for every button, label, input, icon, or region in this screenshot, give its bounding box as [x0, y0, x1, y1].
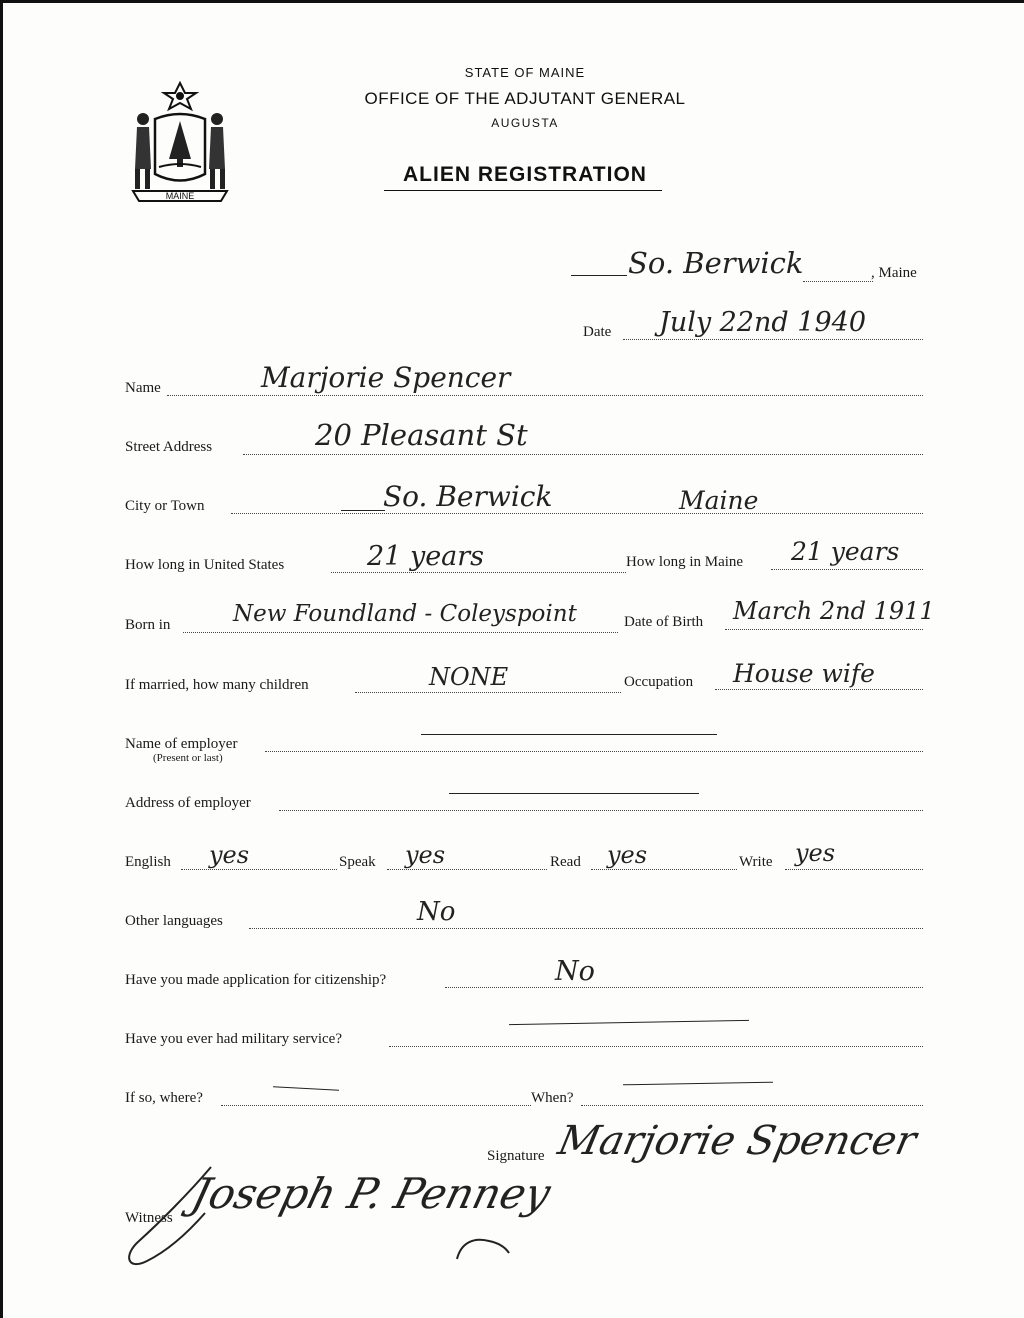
street-address-label: Street Address: [125, 439, 213, 455]
how-long-maine-label: How long in Maine: [626, 554, 744, 570]
street-address-entry[interactable]: 20 Pleasant St: [315, 418, 528, 452]
employer-name-stroke: [421, 734, 717, 735]
employer-name-label: Name of employer: [125, 736, 238, 752]
name-label: Name: [125, 380, 161, 396]
witness-tail-icon: [453, 1223, 513, 1263]
employer-name-dots: [265, 751, 923, 752]
form-title: ALIEN REGISTRATION: [403, 163, 647, 186]
citizenship-label: Have you made application for citizenship?: [125, 972, 387, 988]
title-underline: [384, 190, 662, 191]
when-label: When?: [531, 1090, 574, 1106]
name-dots: [167, 395, 923, 396]
signature-label: Signature: [487, 1148, 545, 1164]
occupation-dots: [715, 689, 923, 690]
how-long-maine-dots: [771, 569, 923, 570]
employer-address-stroke: [449, 793, 699, 794]
town-leading-stroke: [571, 275, 627, 276]
date-of-birth-label: Date of Birth: [624, 614, 704, 630]
born-in-dots: [183, 632, 618, 633]
when-dots: [581, 1105, 923, 1106]
employer-name-note: (Present or last): [153, 752, 223, 764]
other-languages-entry[interactable]: No: [417, 897, 456, 927]
date-of-birth-entry[interactable]: March 2nd 1911: [733, 597, 935, 625]
write-label: Write: [739, 854, 773, 870]
born-in-label: Born in: [125, 617, 171, 633]
where-label: If so, where?: [125, 1090, 203, 1106]
other-languages-dots: [249, 928, 923, 929]
how-long-us-entry[interactable]: 21 years: [367, 541, 485, 572]
header-office: OFFICE OF THE ADJUTANT GENERAL: [364, 89, 686, 108]
employer-address-dots: [279, 810, 923, 811]
occupation-label: Occupation: [624, 674, 694, 690]
military-label: Have you ever had military service?: [125, 1031, 342, 1047]
how-long-us-dots: [331, 572, 626, 573]
town-dots: [803, 281, 873, 282]
city-label: City or Town: [125, 498, 205, 514]
other-languages-label: Other languages: [125, 913, 223, 929]
born-in-entry[interactable]: New Foundland - Coleyspoint: [233, 601, 577, 627]
how-long-maine-entry[interactable]: 21 years: [791, 537, 900, 566]
city-dots: [231, 513, 923, 514]
english-entry[interactable]: yes: [209, 841, 250, 869]
witness-label: Witness: [125, 1210, 173, 1226]
name-entry[interactable]: Marjorie Spencer: [261, 361, 511, 394]
date-label: Date: [583, 324, 612, 340]
applicant-signature[interactable]: Marjorie Spencer: [554, 1118, 921, 1164]
write-entry[interactable]: yes: [795, 839, 836, 867]
seal-banner: MAINE: [165, 191, 195, 201]
occupation-entry[interactable]: House wife: [733, 659, 875, 688]
street-address-dots: [243, 454, 923, 455]
employer-address-label: Address of employer: [125, 795, 251, 811]
read-label: Read: [550, 854, 581, 870]
city-leading-stroke: [341, 510, 385, 511]
married-children-label: If married, how many children: [125, 677, 309, 693]
maine-label: , Maine: [871, 265, 917, 281]
witness-signature[interactable]: Joseph P. Penney: [187, 1169, 556, 1218]
city-entry[interactable]: So. Berwick: [383, 480, 553, 513]
write-dots: [785, 869, 923, 870]
header-state: STATE OF MAINE: [464, 65, 586, 80]
speak-label: Speak: [339, 854, 376, 870]
where-dots: [221, 1105, 531, 1106]
english-label: English: [125, 854, 171, 870]
read-entry[interactable]: yes: [607, 841, 648, 869]
english-dots: [181, 869, 337, 870]
military-dots: [389, 1046, 923, 1047]
married-children-dots: [355, 692, 621, 693]
city-state-entry[interactable]: Maine: [679, 486, 759, 515]
where-stroke: [273, 1086, 339, 1090]
military-stroke: [509, 1020, 749, 1025]
date-entry[interactable]: July 22nd 1940: [659, 307, 867, 338]
header-city: AUGUSTA: [491, 116, 559, 130]
date-of-birth-dots: [725, 629, 923, 630]
citizenship-entry[interactable]: No: [555, 956, 595, 987]
speak-entry[interactable]: yes: [405, 841, 446, 869]
town-entry[interactable]: So. Berwick: [628, 246, 804, 280]
read-dots: [591, 869, 737, 870]
citizenship-dots: [445, 987, 923, 988]
speak-dots: [387, 869, 547, 870]
children-entry[interactable]: NONE: [429, 663, 509, 691]
when-stroke: [623, 1082, 773, 1086]
date-dots: [623, 339, 923, 340]
how-long-us-label: How long in United States: [125, 557, 285, 573]
